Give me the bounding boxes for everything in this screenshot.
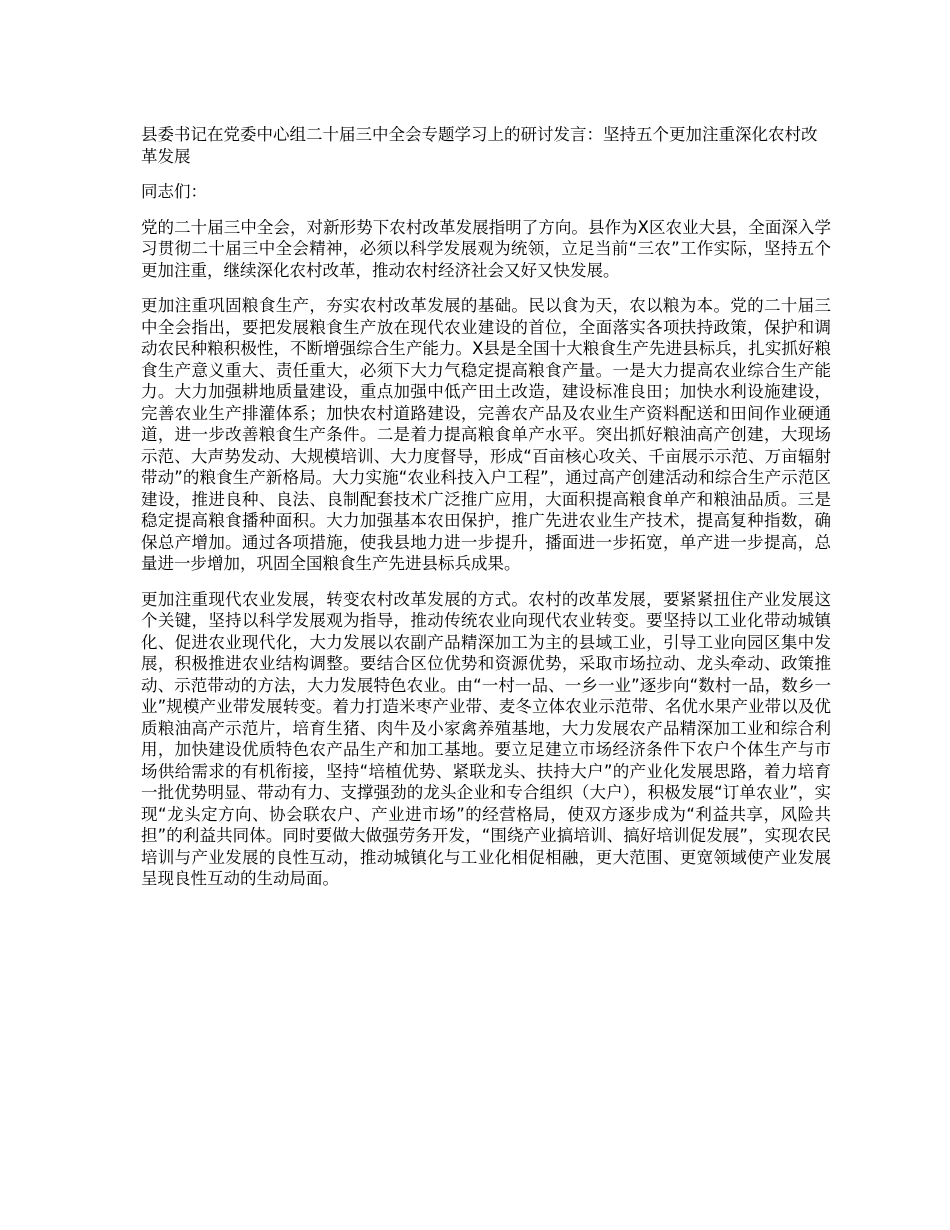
salutation: 同志们： [141,182,207,201]
paragraph-modern-agriculture: 更加注重现代农业发展，转变农村改革发展的方式。农村的改革发展，要紧紧扭住产业发展这个关键，坚持以科学发展观为指导，推动传统农业向现代农业转变。要坚持以工业化带动城镇化、促进农业现代化，大力发展以农副产品精深加工为主的县域工业，引导工业向园区集中发展，积极推进农业结构调整。要结合区位优势和资源优势，采取市场拉动、龙头牵动、政策推动、示范带动的方法，大力发展特色农业。由“一村一品、一乡一业”逐步向“数村一品，数乡一业”规模产业带发展转变。着力打造米枣产业带、麦冬立体农业示范带、名优水果产业带以及优质粮油高产示范片，培育生猪、肉牛及小家禽养殖基地，大力发展农产品精深加工业和综合利用，加快建设优质特色农产品生产和加工基地。要立足建立市场经济条件下农户个体生产与市场供给需求的有机衔接，坚持“培植优势、紧联龙头、扶持大户”的产业化发展思路，着力培育一批优势明显、带动有力、支撑强劲的龙头企业和专合组织（大户），积极发展“订单农业”，实现“龙头定方向、协会联农户、产业进市场”的经营格局，使双方逐步成为“利益共享，风险共担”的利益共同体。同时要做大做强劳务开发，“围绕产业搞培训、搞好培训促发展”，实现农民培训与产业发展的良性互动，推动城镇化与工业化相促相融，更大范围、更宽领域使产业发展呈现良性互动的生动局面。 [141,589,831,888]
document-title: 县委书记在党委中心组二十届三中全会专题学习上的研讨发言：坚持五个更加注重深化农村改革发展 [141,125,818,166]
paragraph-grain-production: 更加注重巩固粮食生产，夯实农村改革发展的基础。民以食为天，农以粮为本。党的二十届三中全会指出，要把发展粮食生产放在现代农业建设的首位，全面落实各项扶持政策，保护和调动农民种粮积极性，不断增强综合生产能力。X县是全国十大粮食生产先进县标兵，扎实抓好粮食生产意义重大、责任重大，必须下大力气稳定提高粮食产量。一是大力提高农业综合生产能力。大力加强耕地质量建设，重点加强中低产田土改造，建设标准良田；加快水利设施建设，完善农业生产排灌体系；加快农村道路建设，完善农产品及农业生产资料配送和田间作业硬通道，进一步改善粮食生产条件。二是着力提高粮食单产水平。突出抓好粮油高产创建，大现场示范、大声势发动、大规模培训、大力度督导，形成“百亩核心攻关、千亩展示示范、万亩辐射带动”的粮食生产新格局。大力实施“农业科技入户工程”，通过高产创建活动和综合生产示范区建设，推进良种、良法、良制配套技术广泛推广应用，大面积提高粮食单产和粮油品质。三是稳定提高粮食播种面积。大力加强基本农田保护，推广先进农业生产技术，提高复种指数，确保总产增加。通过各项措施，使我县地力进一步提升，播面进一步拓宽，单产进一步提高，总量进一步增加，巩固全国粮食生产先进县标兵成果。 [141,296,831,573]
paragraph-intro: 党的二十届三中全会，对新形势下农村改革发展指明了方向。县作为X区农业大县，全面深入学习贯彻二十届三中全会精神，必须以科学发展观为统领，立足当前“三农”工作实际，坚持五个更加注重，继续深化农村改革，推动农村经济社会又好又快发展。 [141,217,831,280]
document-page [141,124,831,904]
